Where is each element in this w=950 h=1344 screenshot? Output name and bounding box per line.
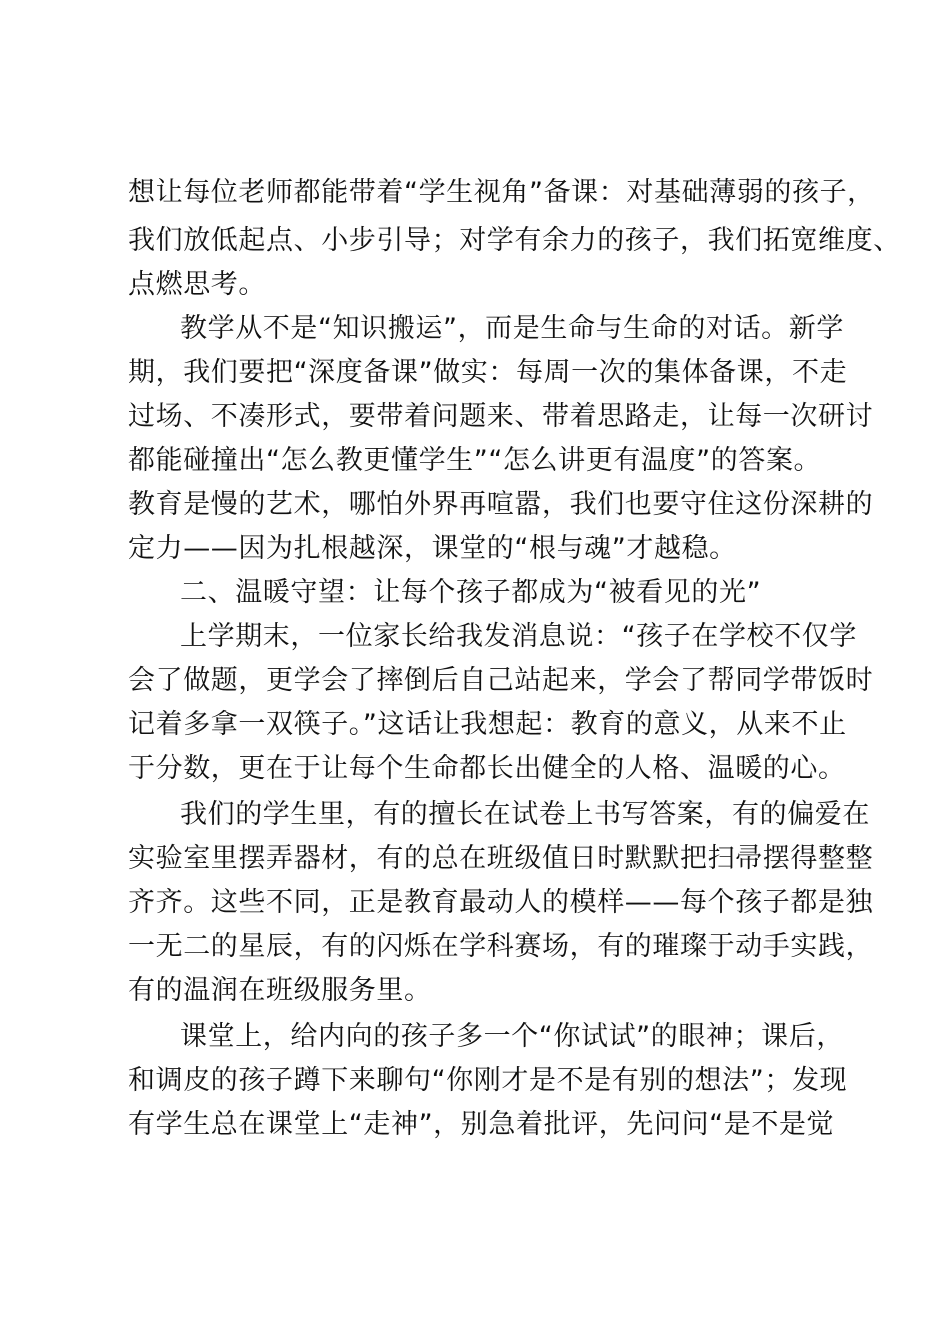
text-line: 想让每位老师都能带着“学生视角”备课：对基础薄弱的孩子，: [128, 177, 875, 208]
text-line: 期，我们要把“深度备课”做实：每周一次的集体备课，不走: [128, 357, 848, 388]
text-line: 和调皮的孩子蹲下来聊句“你刚才是不是有别的想法”；发现: [128, 1065, 848, 1096]
text-line: 有学生总在课堂上“走神”，别急着批评，先问问“是不是觉: [128, 1109, 835, 1140]
section-heading: 二、温暖守望：让每个孩子都成为“被看见的光”: [180, 577, 762, 608]
text-line: 教育是慢的艺术，哪怕外界再喧嚣，我们也要守住这份深耕的: [128, 489, 874, 520]
paragraph-first-line: 教学从不是“知识搬运”，而是生命与生命的对话。新学: [180, 313, 844, 344]
text-line: 于分数，更在于让每个生命都长出健全的人格、温暖的心。: [128, 753, 846, 784]
paragraph-first-line: 课堂上，给内向的孩子多一个“你试试”的眼神；课后，: [180, 1021, 844, 1052]
text-line: 齐齐。这些不同，正是教育最动人的模样——每个孩子都是独: [128, 887, 874, 918]
text-line: 我们放低起点、小步引导；对学有余力的孩子，我们拓宽维度、: [128, 225, 901, 256]
paragraph-first-line: 我们的学生里，有的擅长在试卷上书写答案，有的偏爱在: [180, 799, 870, 830]
paragraph-first-line: 上学期末，一位家长给我发消息说：“孩子在学校不仅学: [180, 621, 857, 652]
text-line: 过场、不凑形式，要带着问题来、带着思路走，让每一次研讨: [128, 401, 874, 432]
text-line: 一无二的星辰，有的闪烁在学科赛场，有的璀璨于动手实践，: [128, 931, 874, 962]
text-line: 有的温润在班级服务里。: [128, 975, 432, 1006]
text-line: 都能碰撞出“怎么教更懂学生”“怎么讲更有温度”的答案。: [128, 445, 822, 476]
text-line: 点燃思考。: [128, 269, 266, 300]
text-line: 会了做题，更学会了摔倒后自己站起来，学会了帮同学带饭时: [128, 665, 874, 696]
text-line: 记着多拿一双筷子。”这话让我想起：教育的意义，从来不止: [128, 709, 847, 740]
text-line: 定力——因为扎根越深，课堂的“根与魂”才越稳。: [128, 533, 737, 564]
text-line: 实验室里摆弄器材，有的总在班级值日时默默把扫帚摆得整整: [128, 843, 874, 874]
